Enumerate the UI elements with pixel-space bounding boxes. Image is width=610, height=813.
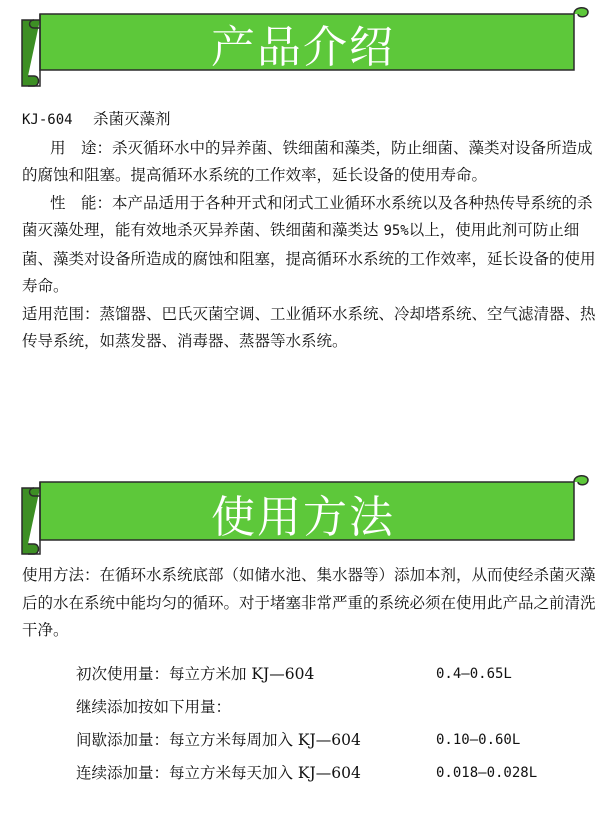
usage-description: [22, 562, 598, 645]
purpose-label: 用 途：: [50, 138, 113, 157]
purpose-paragraph: [22, 135, 598, 190]
product-code: KJ-604: [22, 112, 73, 128]
intermittent-dosage-label: 间歇添加量：每立方米每周加入 KJ—604: [76, 731, 361, 749]
scope-label: 适用范围：: [22, 304, 100, 323]
intermittent-dosage-value: 0.10—0.60L: [436, 732, 521, 748]
performance-paragraph: [22, 190, 598, 301]
method-label: 使用方法：: [22, 566, 100, 584]
purpose-text: 杀灭循环水中的异养菌、铁细菌和藻类，防止细菌、藻类对设备所造成的腐蚀和阻塞。提高循环水系统的工作效率，延长设备的使用寿命。: [22, 138, 593, 184]
method-paragraph: [22, 562, 598, 645]
scope-text: 蒸馏器、巴氏灭菌空调、工业循环水系统、冷却塔系统、空气滤清器、热传导系统，如蒸发器、消毒器、蒸器等水系统。: [22, 304, 596, 350]
banner-usage-method: [14, 472, 592, 556]
initial-dosage-value: 0.4—0.65L: [436, 666, 512, 682]
scope-paragraph: [22, 301, 598, 356]
banner-title: 使用方法: [211, 492, 395, 543]
product-name: 杀菌灭藻剂: [93, 110, 171, 128]
continue-dosage-label: 继续添加按如下用量：: [76, 698, 232, 716]
dosage-row-intermittent: [76, 726, 596, 759]
performance-text-1: 本产品适用于各种开式和闭式工业循环水系统以及各种热传导系统的杀菌灭藻处理，能有效地杀灭异养菌、铁细菌和藻类达: [22, 193, 593, 239]
dosage-row-initial: [76, 660, 596, 693]
performance-label: 性 能：: [50, 193, 113, 212]
dosage-row-continue: [76, 693, 596, 726]
dosage-row-continuous: [76, 759, 596, 792]
dosage-list: [76, 660, 596, 792]
performance-text-2: 以上，使用此剂可防止细菌、藻类对设备所造成的腐蚀和阻塞，提高循环水系统的工作效率，延长设备的使用寿命。: [22, 221, 596, 295]
performance-rate: 95%: [383, 223, 409, 239]
initial-dosage-label: 初次使用量：每立方米加 KJ—604: [76, 665, 315, 683]
method-text: 在循环水系统底部（如储水池、集水器等）添加本剂，从而使经杀菌灭藻后的水在系统中能均匀的循环。对于堵塞非常严重的系统必须在使用此产品之前清洗干净。: [22, 566, 596, 639]
banner-product-intro: [14, 6, 592, 88]
continuous-dosage-label: 连续添加量：每立方米每天加入 KJ—604: [76, 764, 361, 782]
banner-title: 产品介绍: [211, 22, 395, 73]
product-description: [22, 106, 598, 356]
continuous-dosage-value: 0.018—0.028L: [436, 765, 538, 781]
product-heading: [22, 106, 598, 135]
